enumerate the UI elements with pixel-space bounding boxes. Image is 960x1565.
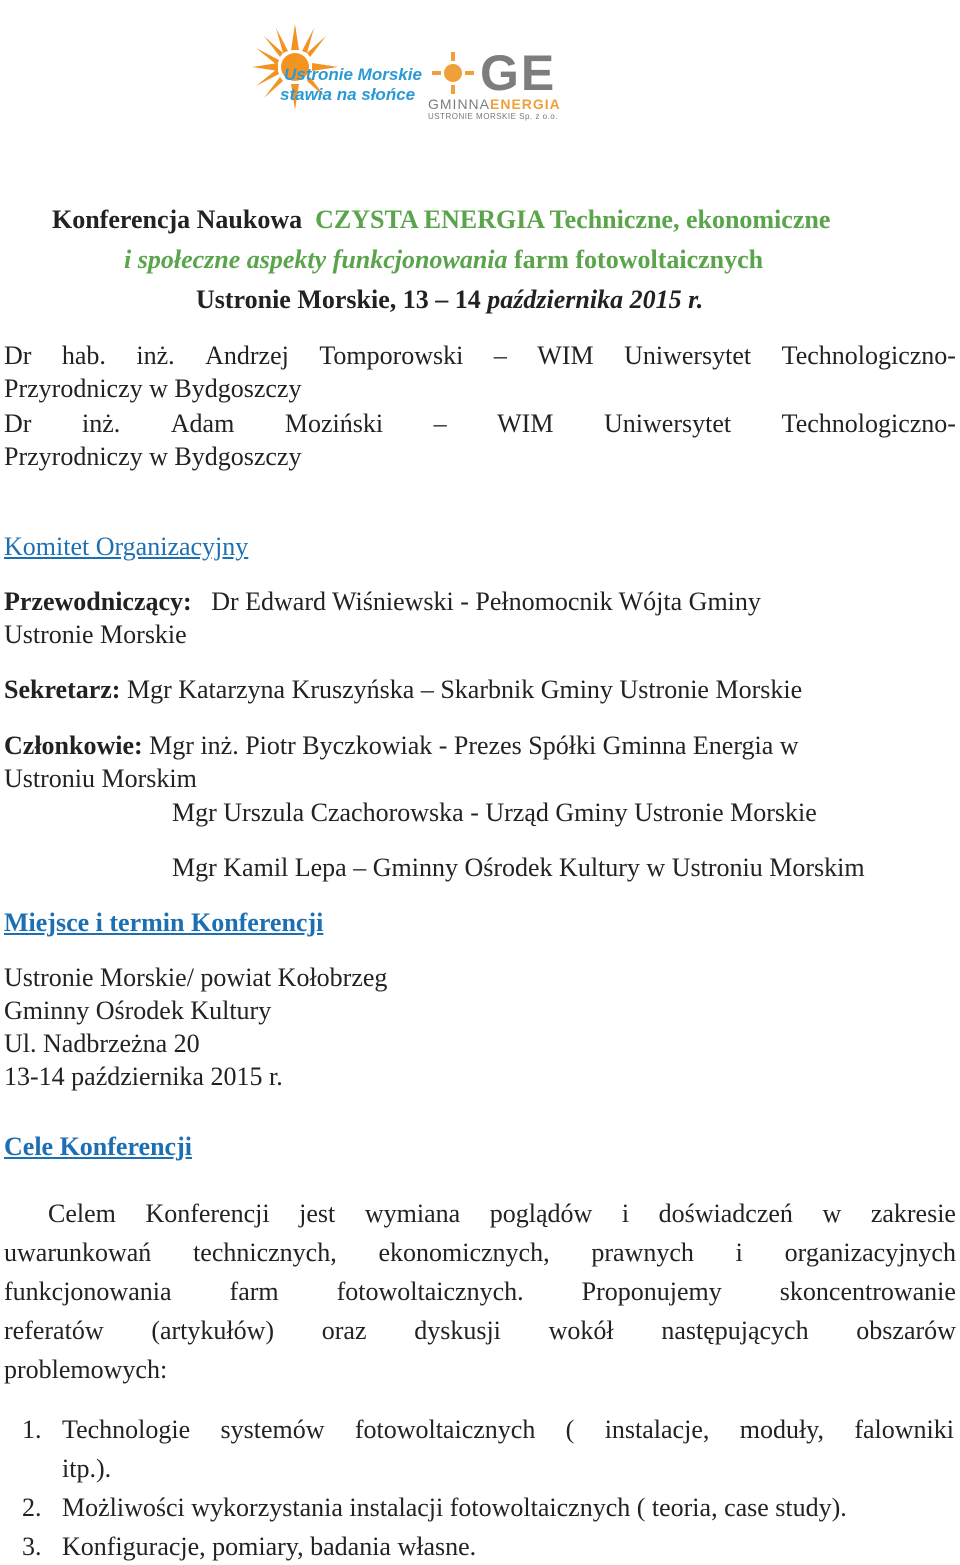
list-item: Możliwości wykorzystania instalacji fotowoltaicznych ( teoria, case study). [62, 1493, 847, 1522]
list-number: 3. [22, 1532, 42, 1561]
ge-name: GMINNAENERGIA [428, 96, 561, 112]
person-1: Dr hab. inż. Andrzej Tomporowski – WIM Uniwersytet Technologiczno- [4, 341, 956, 370]
secretary-line: Sekretarz: Mgr Katarzyna Kruszyńska – Skarbnik Gminy Ustronie Morskie [4, 675, 803, 704]
goals-para-line: Celem Konferencji jest wymiana poglądów i doświadczeń w zakresie [48, 1199, 956, 1228]
list-item: Konfiguracje, pomiary, badania własne. [62, 1532, 477, 1561]
header-logos [0, 0, 960, 150]
list-number: 2. [22, 1493, 42, 1522]
title-line-3: Ustronie Morskie, 13 – 14 października 2015 r. [196, 285, 704, 314]
brand-line2: stawia na słońce [280, 85, 416, 104]
ge-sun-icon [430, 50, 476, 96]
committee-heading: Komitet Organizacyjny [4, 532, 249, 561]
person-2: Dr inż. Adam Moziński – WIM Uniwersytet Technologiczno- [4, 409, 956, 438]
goals-heading: Cele Konferencji [4, 1132, 192, 1161]
goals-para-line: referatów (artykułów) oraz dyskusji wokół następujących obszarów [4, 1316, 956, 1345]
goals-para-last: problemowych: [4, 1355, 168, 1384]
person-1-line2: Przyrodniczy w Bydgoszczy [4, 374, 302, 403]
list-number: 1. [22, 1415, 42, 1444]
ge-letters: GE [480, 45, 557, 101]
brand-line1: Ustronie Morskie [284, 65, 422, 84]
member3: Mgr Kamil Lepa – Gminny Ośrodek Kultury w Ustroniu Morskim [172, 853, 865, 882]
person-2-line2: Przyrodniczy w Bydgoszczy [4, 442, 302, 471]
list-item-cont: itp.). [62, 1454, 112, 1483]
venue-line: Ul. Nadbrzeżna 20 [4, 1029, 200, 1058]
venue-line: Gminny Ośrodek Kultury [4, 996, 272, 1025]
goals-para-line: uwarunkowań technicznych, ekonomicznych, prawnych i organizacyjnych [4, 1238, 956, 1267]
list-item: Technologie systemów fotowoltaicznych ( instalacje, moduły, falowniki [62, 1415, 954, 1444]
members-line: Członkowie: Mgr inż. Piotr Byczkowiak - Prezes Spółki Gminna Energia w [4, 731, 799, 760]
member2: Mgr Urszula Czachorowska - Urząd Gminy Ustronie Morskie [172, 798, 817, 827]
venue-heading: Miejsce i termin Konferencji [4, 908, 324, 937]
member1-line2: Ustroniu Morskim [4, 764, 197, 793]
chair-line2: Ustronie Morskie [4, 620, 187, 649]
goals-para-line: funkcjonowania farm fotowoltaicznych. Proponujemy skoncentrowanie [4, 1277, 956, 1306]
chair-line: Przewodniczący: Dr Edward Wiśniewski - Pełnomocnik Wójta Gminy [4, 587, 761, 616]
title-line-1: Konferencja Naukowa CZYSTA ENERGIA Techniczne, ekonomiczne [52, 205, 831, 234]
venue-line: 13-14 października 2015 r. [4, 1062, 283, 1091]
venue-line: Ustronie Morskie/ powiat Kołobrzeg [4, 963, 388, 992]
title-line-2: i społeczne aspekty funkcjonowania farm fotowoltaicznych [124, 245, 764, 274]
ge-subtitle: USTRONIE MORSKIE Sp. z o.o. [428, 112, 558, 121]
